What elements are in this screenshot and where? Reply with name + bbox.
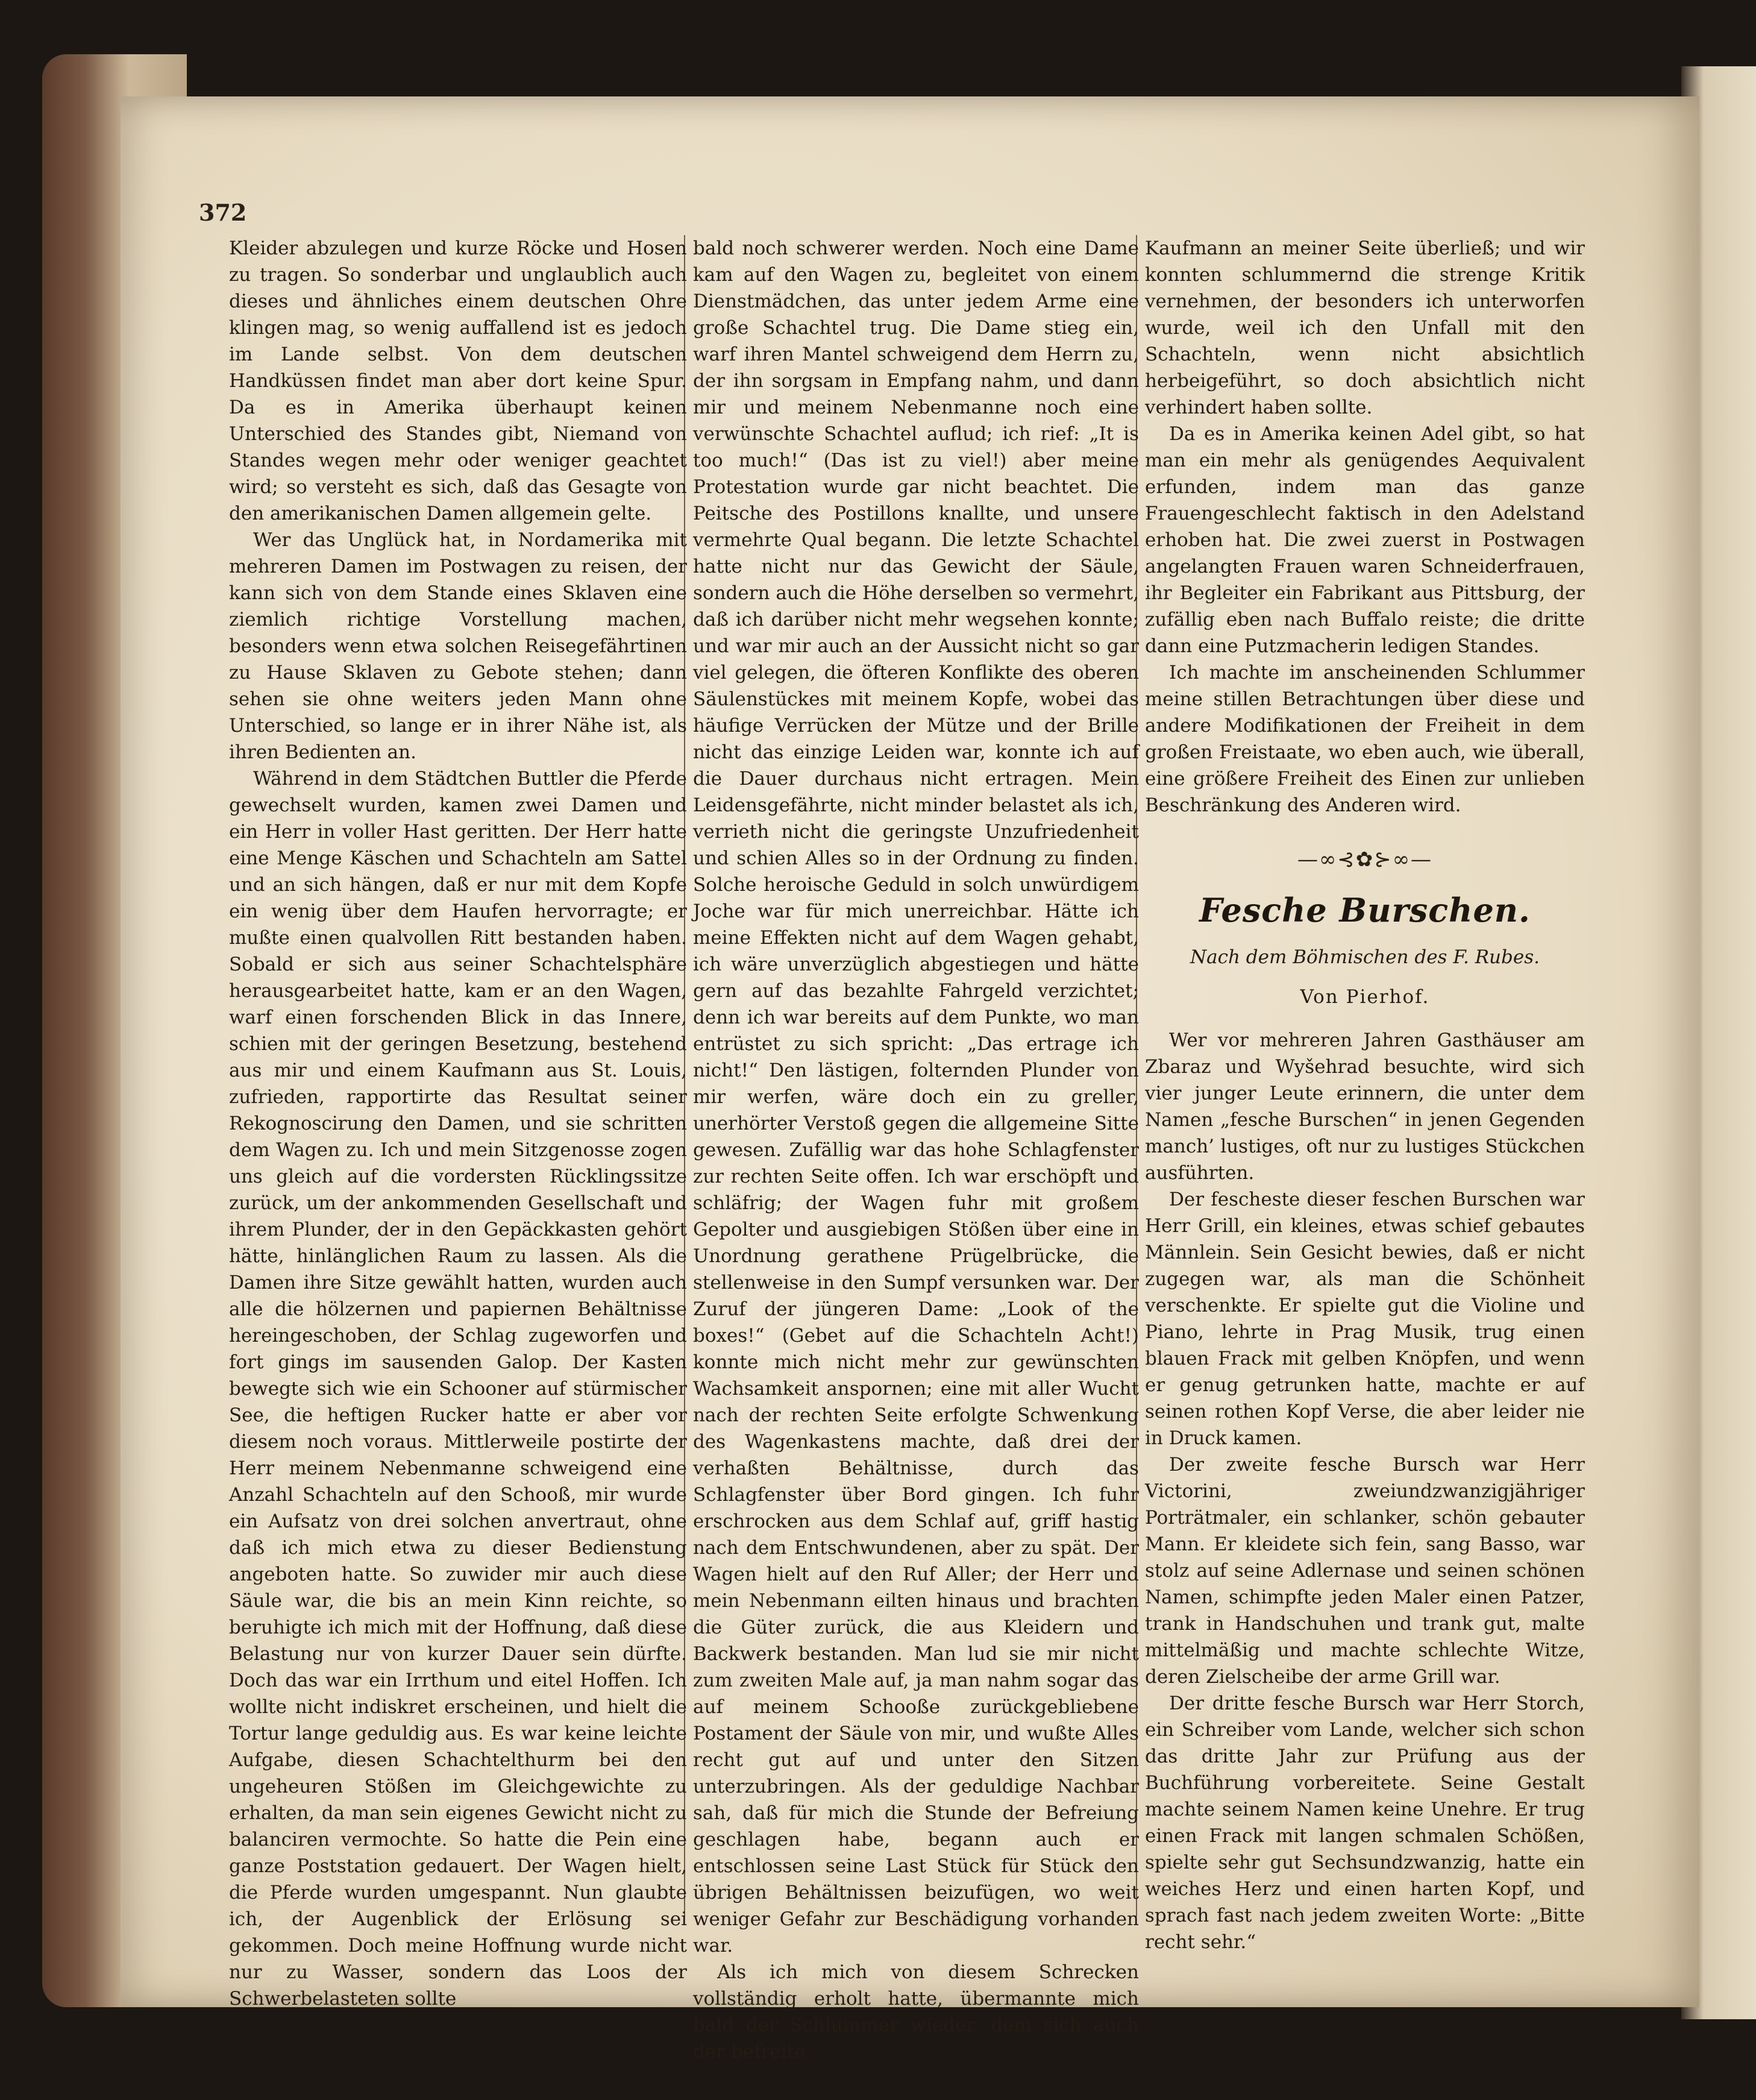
column-2 [693,235,1139,2065]
paragraph: Kleider abzulegen und kurze Röcke und Hosen zu tragen. So sonderbar und unglaublich auch dieses und ähnliches einem deutschen Ohre klingen mag, so wenig auffallend ist es jedoch im Lande selbst. Von dem deutschen Handküssen findet man aber dort keine Spur. Da es in Amerika überhaupt keinen Unterschied des Standes gibt, Niemand von Standes wegen mehr oder weniger geachtet wird; so versteht es sich, daß das Gesagte von den amerikanischen Damen allgemein gelte. [229,237,687,524]
paragraph: Wer vor mehreren Jahren Gasthäuser am Zbaraz und Wyšehrad besuchte, wird sich vier junger Leute erinnern, die unter dem Namen „fesche Burschen“ in jenen Gegenden manch’ lustiges, oft nur zu lustiges Stückchen ausführten. [1145,1030,1585,1184]
paragraph: Der dritte fesche Bursch war Herr Storch, ein Schreiber vom Lande, welcher sich schon das dritte Jahr zur Prüfung aus der Buchführung vorbereitete. Seine Gestalt machte seinem Namen keine Unehre. Er trug einen Frack mit langen schmalen Schößen, spielte sehr gut Sechsundzwanzig, hatte ein weiches Herz und einen harten Kopf, und sprach fast nach jedem zweiten Worte: „Bitte recht sehr.“ [1145,1693,1585,1953]
page-number: 372 [199,199,247,226]
story-byline: Von Pierhof. [1300,986,1430,1008]
paragraph: Der fescheste dieser feschen Burschen war Herr Grill, ein kleines, etwas schief gebautes Männlein. Sein Gesicht bewies, daß er nicht zugegen war, als man die Schönheit verschenkte. Er spielte gut die Violine und Piano, lehrte in Prag Musik, trug einen blauen Frack mit gelben Knöpfen, und wenn er genug getrunken hatte, machte er auf seinen rothen Kopf Verse, die aber leider nie in Druck kamen. [1145,1189,1585,1449]
story-subtitle: Nach dem Böhmischen des F. Rubes. [1190,946,1540,968]
paragraph: Kaufmann an meiner Seite überließ; und wir konnten schlummernd die strenge Kritik vernehmen, der besonders ich unterworfen wurde, weil ich den Unfall mit den Schachteln, wenn nicht absichtlich herbeigeführt, so doch absichtlich nicht verhindert haben sollte. [1145,237,1585,418]
section-ornament: —∞⊰✿⊱∞— [1297,847,1433,872]
paragraph: Wer das Unglück hat, in Nordamerika mit mehreren Damen im Postwagen zu reisen, der kann sich von dem Stande eines Sklaven eine ziemlich richtige Vorstellung machen, besonders wenn etwa solchen Reisegefährtinen zu Hause Sklaven zu Gebote stehen; dann sehen sie ohne weiters jeden Mann ohne Unterschied, so lange er in ihrer Nähe ist, als ihren Bedienten an. [229,529,687,763]
paragraph: Als ich mich von diesem Schrecken vollständig erholt hatte, übermannte mich bald der Schlummer wieder, dem sich auch der befreite [693,1961,1139,2063]
paragraph: bald noch schwerer werden. Noch eine Dame kam auf den Wagen zu, begleitet von einem Dienstmädchen, das unter jedem Arme eine große Schachtel trug. Die Dame stieg ein, warf ihren Mantel schweigend dem Herrn zu, der ihn sorgsam in Empfang nahm, und dann mir und meinem Nebenmanne noch eine verwünschte Schachtel auflud; ich rief: „It is too much!“ (Das ist zu viel!) aber meine Protestation wurde gar nicht beachtet. Die Peitsche des Postillons knallte, und unsere vermehrte Qual begann. Die letzte Schachtel hatte nicht nur das Gewicht der Säule, sondern auch die Höhe derselben so vermehrt, daß ich darüber nicht mehr wegsehen konnte; und war mir auch an der Aussicht nicht so gar viel gelegen, die öfteren Konflikte des oberen Säulenstückes mit meinem Kopfe, wobei das häufige Verrücken der Mütze und der Brille nicht das einzige Leiden war, konnte ich auf die Dauer durchaus nicht ertragen. Mein Leidensgefährte, nicht minder belastet als ich, verrieth nicht die geringste Unzufriedenheit und schien Alles so in der Ordnung zu finden. Solche heroische Geduld in solch unwürdigem Joche war für mich unerreichbar. Hätte ich meine Effekten nicht auf dem Wagen gehabt, ich wäre unverzüglich abgestiegen und hätte gern auf das bezahlte Fahrgeld verzichtet; denn ich war bereits auf dem Punkte, wo man entrüstet zu sich spricht: „Das ertrage ich nicht!“ Den lästigen, folternden Plunder von mir werfen, wäre doch ein zu greller, unerhörter Verstoß gegen die allgemeine Sitte gewesen. Zufällig war das hohe Schlagfenster zur rechten Seite offen. Ich war erschöpft und schläfrig; der Wagen fuhr mit großem Gepolter und ausgiebigen Stößen über eine in Unordnung gerathene Prügelbrücke, die stellenweise in den Sumpf versunken war. Der Zuruf der jüngeren Dame: „Look of the boxes!“ (Gebet auf die Schachteln Acht!) konnte mich nicht mehr zur gewünschten Wachsamkeit anspornen; eine mit aller Wucht nach der rechten Seite erfolgte Schwenkung des Wagenkastens machte, daß drei der verhaßten Behältnisse, durch das Schlagfenster über Bord gingen. Ich fuhr erschrocken aus dem Schlaf auf, griff hastig nach dem Entschwundenen, aber zu spät. Der Wagen hielt auf den Ruf Aller; der Herr und mein Nebenmann eilten hinaus und brachten die Güter zurück, die aus Kleidern und Backwerk bestanden. Man lud sie mir nicht zum zweiten Male auf, ja man nahm sogar das auf meinem Schooße zurückgebliebene Postament der Säule von mir, und wußte Alles recht gut auf und unter den Sitzen unterzubringen. Als der geduldige Nachbar sah, daß für mich die Stunde der Befreiung geschlagen habe, begann auch er entschlossen seine Last Stück für Stück den übrigen Behältnissen beizufügen, wo weit weniger Gefahr zur Beschädigung vorhanden war. [693,237,1139,1957]
story-title: Fesche Burschen. [1199,891,1531,929]
paragraph: Da es in Amerika keinen Adel gibt, so hat man ein mehr als genügendes Aequivalent erfunden, indem man das ganze Frauengeschlecht faktisch in den Adelstand erhoben hat. Die zwei zuerst in Postwagen angelangten Frauen waren Schneiderfrauen, ihr Begleiter ein Fabrikant aus Pittsburg, der zufällig eben nach Buffalo reiste; die dritte dann eine Putzmacherin ledigen Standes. [1145,423,1585,657]
paragraph: Der zweite fesche Bursch war Herr Victorini, zweiundzwanzigjähriger Porträtmaler, ein schlanker, schön gebauter Mann. Er kleidete sich fein, sang Basso, war stolz auf seine Adlernase und seinen schönen Namen, schimpfte jeden Maler einen Patzer, trank in Handschuhen und trank gut, malte mittelmäßig und machte schlechte Witze, deren Zielscheibe der arme Grill war. [1145,1454,1585,1688]
column-3 [1145,235,1585,1955]
paragraph: Ich machte im anscheinenden Schlummer meine stillen Betrachtungen über diese und andere Modifikationen der Freiheit in dem großen Freistaate, wo eben auch, wie überall, eine größere Freiheit des Einen zur unlieben Beschränkung des Anderen wird. [1145,662,1585,816]
paragraph: Während in dem Städtchen Buttler die Pferde gewechselt wurden, kamen zwei Damen und ein Herr in voller Hast geritten. Der Herr hatte eine Menge Käschen und Schachteln am Sattel und an sich hängen, daß er nur mit dem Kopfe ein wenig über dem Haufen hervorragte; er mußte einen qualvollen Ritt bestanden haben. Sobald er sich aus seiner Schachtelsphäre herausgearbeitet hatte, kam er an den Wagen, warf einen forschenden Blick in das Innere, schien mit der geringen Besetzung, bestehend aus mir und einem Kaufmann aus St. Louis, zufrieden, rapportirte das Resultat seiner Rekognoscirung den Damen, und sie schritten dem Wagen zu. Ich und mein Sitzgenosse zogen uns gleich auf die vordersten Rücklingssitze zurück, um der ankommenden Gesellschaft und ihrem Plunder, der in den Gepäckkasten gehört hätte, hinlänglichen Raum zu lassen. Als die Damen ihre Sitze gewählt hatten, wurden auch alle die hölzernen und papiernen Behältnisse hereingeschoben, der Schlag zugeworfen und fort gings im sausenden Galop. Der Kasten bewegte sich wie ein Schooner auf stürmischer See, die heftigen Rucker hatte er aber vor diesem noch voraus. Mittlerweile postirte der Herr meinem Nebenmanne schweigend eine Anzahl Schachteln auf den Schooß, mir wurde ein Aufsatz von drei solchen anvertraut, ohne daß ich mich etwa zu dieser Bedienstung angeboten hatte. So zuwider mir auch diese Säule war, die bis an mein Kinn reichte, so beruhigte ich mich mit der Hoffnung, daß diese Belastung nur von kurzer Dauer sein dürfte. Doch das war ein Irrthum und eitel Hoffen. Ich wollte nicht indiskret erscheinen, und hielt die Tortur lange geduldig aus. Es war keine leichte Aufgabe, diesen Schachtelthurm bei den ungeheuren Stößen im Gleichgewichte zu erhalten, da man sein eigenes Gewicht nicht zu balanciren vermochte. So hatte die Pein eine ganze Poststation gedauert. Der Wagen hielt, die Pferde wurden umgespannt. Nun glaubte ich, der Augenblick der Erlösung sei gekommen. Doch meine Hoffnung wurde nicht nur zu Wasser, sondern das Loos der Schwerbelasteten sollte [229,768,687,2010]
column-1 [229,235,687,2012]
